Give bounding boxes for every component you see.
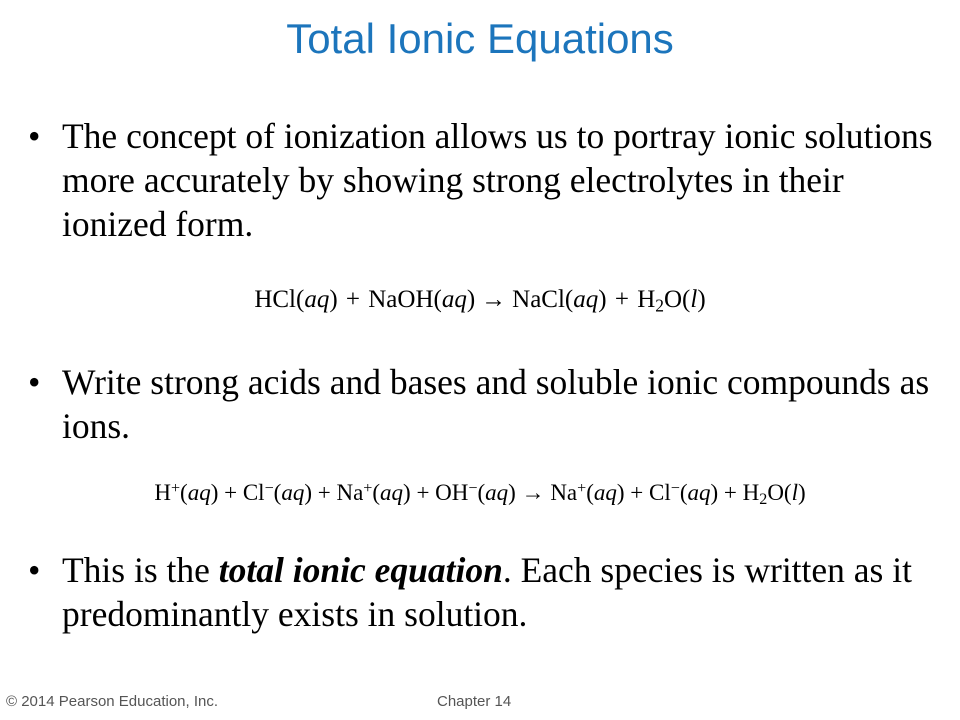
- emphasized-term: total ionic equation: [218, 550, 503, 590]
- slide-title: Total Ionic Equations: [286, 15, 674, 62]
- reaction-arrow-icon: →: [521, 480, 545, 505]
- bullet-icon: •: [28, 116, 41, 156]
- bullet-item-write-ions: [28, 360, 933, 448]
- bullet-text: The concept of ionization allows us to portray ionic solutions more accurately by showing strong electrolytes in their ionized form.: [62, 116, 933, 244]
- bullet-text: Write strong acids and bases and soluble ionic compounds as ions.: [62, 362, 930, 446]
- total-ionic-equation: $H^+(aq) + Cl^-(aq) + Na^+(aq) + OH^-(aq) \to Na^+(aq) + Cl^-(aq) + H_2O(l)$: [154, 479, 806, 509]
- footer-chapter: Chapter 14: [437, 693, 512, 710]
- bullet-item-total-ionic: [28, 548, 933, 636]
- bullet-text: This is the total ionic equation. Each species is written as it predominantly exists in solution.: [62, 550, 912, 634]
- footer-copyright: © 2014 Pearson Education, Inc.: [6, 693, 219, 710]
- bullet-icon: •: [28, 550, 41, 590]
- reaction-arrow-icon: →: [481, 286, 507, 313]
- bullet-item-ionization: [28, 114, 933, 246]
- molecular-equation: HCl(aq) + NaOH(aq) → NaCl(aq) + $H_2O(l)$: [254, 286, 706, 316]
- bullet-icon: •: [28, 362, 41, 402]
